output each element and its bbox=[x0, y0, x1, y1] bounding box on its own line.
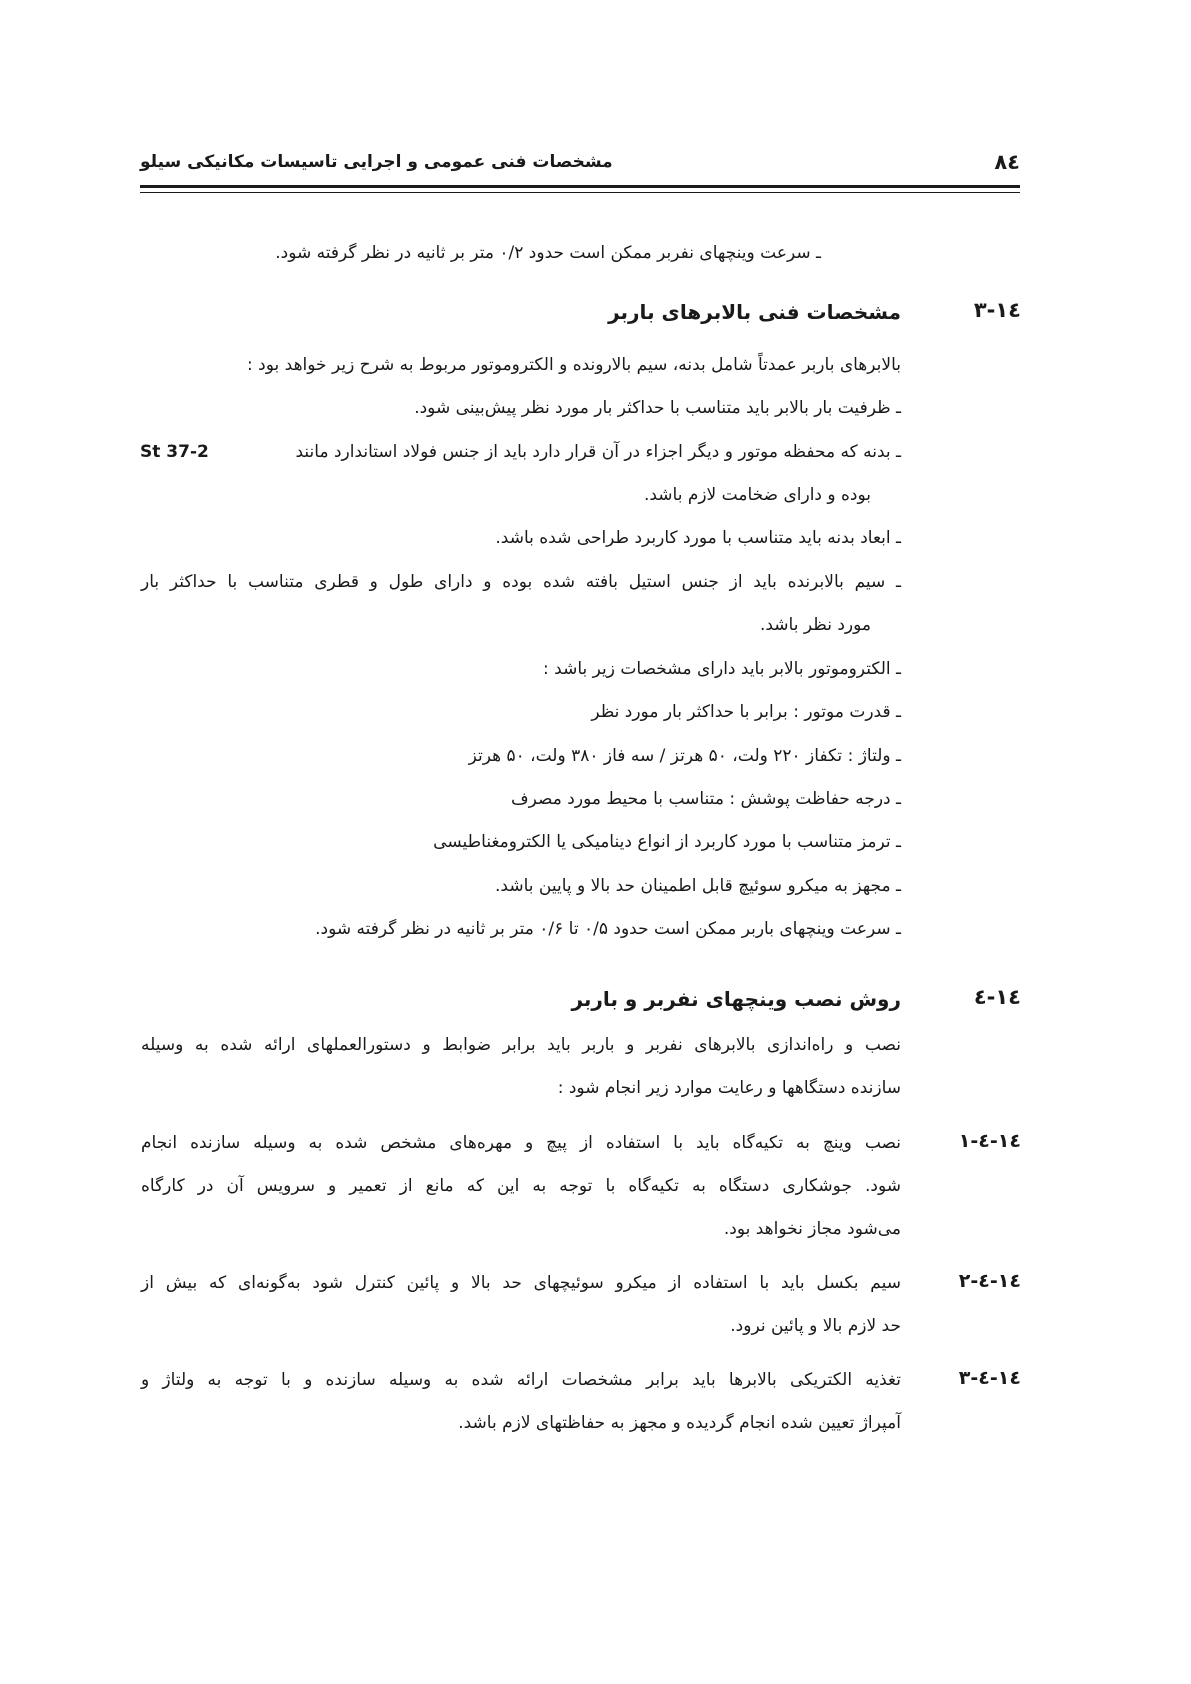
list-item: ـ مجهز به میکرو سوئیچ قابل اطمینان حد بالا و پایین باشد. bbox=[495, 876, 901, 896]
paragraph-line: بالابرهای باربر عمدتاً شامل بدنه، سیم بالارونده و الکتروموتور مربوط به شرح زیر خواهد بود : bbox=[247, 355, 901, 375]
subsection-number: ۱٤-٤-۳ bbox=[958, 1367, 1021, 1389]
sub-list-item: ـ درجه حفاظت پوشش : متناسب با محیط مورد مصرف bbox=[511, 789, 901, 809]
sub-list-item: ـ قدرت موتور : برابر با حداکثر بار مورد نظر bbox=[591, 702, 901, 722]
list-item: ـ الکتروموتور بالابر باید دارای مشخصات زیر باشد : bbox=[543, 659, 901, 679]
list-item: ـ ظرفیت بار بالابر باید متناسب با حداکثر بار مورد نظر پیش‌بینی شود. bbox=[414, 398, 901, 418]
paragraph-line: سیم بکسل باید با استفاده از میکرو سوئیچهای حد بالا و پائین کنترل شود به‌گونه‌ای که بیش از bbox=[141, 1273, 901, 1293]
header-title: مشخصات فنی عمومی و اجرایی تاسیسات مکانیکی سیلو bbox=[140, 152, 613, 172]
subsection-number: ۱٤-٤-۱ bbox=[958, 1130, 1021, 1152]
header-rule bbox=[140, 185, 1020, 188]
section-number: ۱٤-۳ bbox=[973, 298, 1021, 322]
list-item: ـ سیم بالابرنده باید از جنس استیل بافته شده بوده و دارای طول و قطری متناسب با حداکثر بار bbox=[141, 572, 901, 592]
paragraph-line: آمپراژ تعیین شده انجام گردیده و مجهز به حفاظتهای لازم باشد. bbox=[458, 1413, 901, 1433]
paragraph-line: شود. جوشکاری دستگاه به تکیه‌گاه با توجه به این که مانع از تعمیر و سرویس آن در کارگاه bbox=[141, 1176, 901, 1196]
list-item-continuation: مورد نظر باشد. bbox=[759, 615, 871, 635]
paragraph-line: نصب وینچ به تکیه‌گاه باید با استفاده از پیچ و مهره‌های مشخص شده به وسیله سازنده انجام bbox=[141, 1133, 901, 1153]
page-number: ۸٤ bbox=[994, 150, 1020, 174]
list-item: ـ ترمز متناسب با مورد کاربرد از انواع دینامیکی یا الکترومغناطیسی bbox=[433, 832, 901, 852]
section-title: مشخصات فنی بالابرهای باربر bbox=[608, 300, 901, 324]
section-title: روش نصب وینچهای نفربر و باربر bbox=[571, 987, 901, 1011]
paragraph-line: حد لازم بالا و پائین نرود. bbox=[730, 1316, 901, 1336]
list-item: ـ سرعت وینچهای باربر ممکن است حدود ۰/۵ تا ۰/۶ متر بر ثانیه در نظر گرفته شود. bbox=[315, 919, 901, 939]
paragraph-line: تغذیه الکتریکی بالابرها باید برابر مشخصات ارائه شده به وسیله سازنده و با توجه به ولتاژ و bbox=[141, 1370, 901, 1390]
subsection-number: ۱٤-٤-۲ bbox=[958, 1270, 1021, 1292]
paragraph-line: نصب و راه‌اندازی بالابرهای نفربر و باربر باید برابر ضوابط و دستورالعملهای ارائه شده به وسیله bbox=[141, 1035, 901, 1055]
paragraph-line: سازنده دستگاهها و رعایت موارد زیر انجام شود : bbox=[557, 1078, 901, 1098]
list-item: ـ ابعاد بدنه باید متناسب با مورد کاربرد طراحی شده باشد. bbox=[495, 528, 901, 548]
paragraph-line: می‌شود مجاز نخواهد بود. bbox=[723, 1219, 901, 1239]
intro-line: ـ سرعت وینچهای نفربر ممکن است حدود ۰/۲ متر بر ثانیه در نظر گرفته شود. bbox=[275, 243, 821, 263]
running-header bbox=[140, 150, 1020, 184]
list-item bbox=[295, 442, 901, 462]
sub-list-item: ـ ولتاژ : تکفاز ۲۲۰ ولت، ۵۰ هرتز / سه فاز ۳۸۰ ولت، ۵۰ هرتز bbox=[468, 746, 901, 766]
list-item-text: ـ بدنه که محفظه موتور و دیگر اجزاء در آن قرار دارد باید از جنس فولاد استاندارد مانند bbox=[295, 442, 901, 462]
header-rule-thin bbox=[140, 192, 1020, 193]
steel-grade-label bbox=[140, 442, 209, 462]
section-number: ۱٤-٤ bbox=[973, 985, 1021, 1009]
list-item-continuation: بوده و دارای ضخامت لازم باشد. bbox=[643, 485, 871, 505]
steel-grade: St 37-2 bbox=[140, 442, 209, 462]
